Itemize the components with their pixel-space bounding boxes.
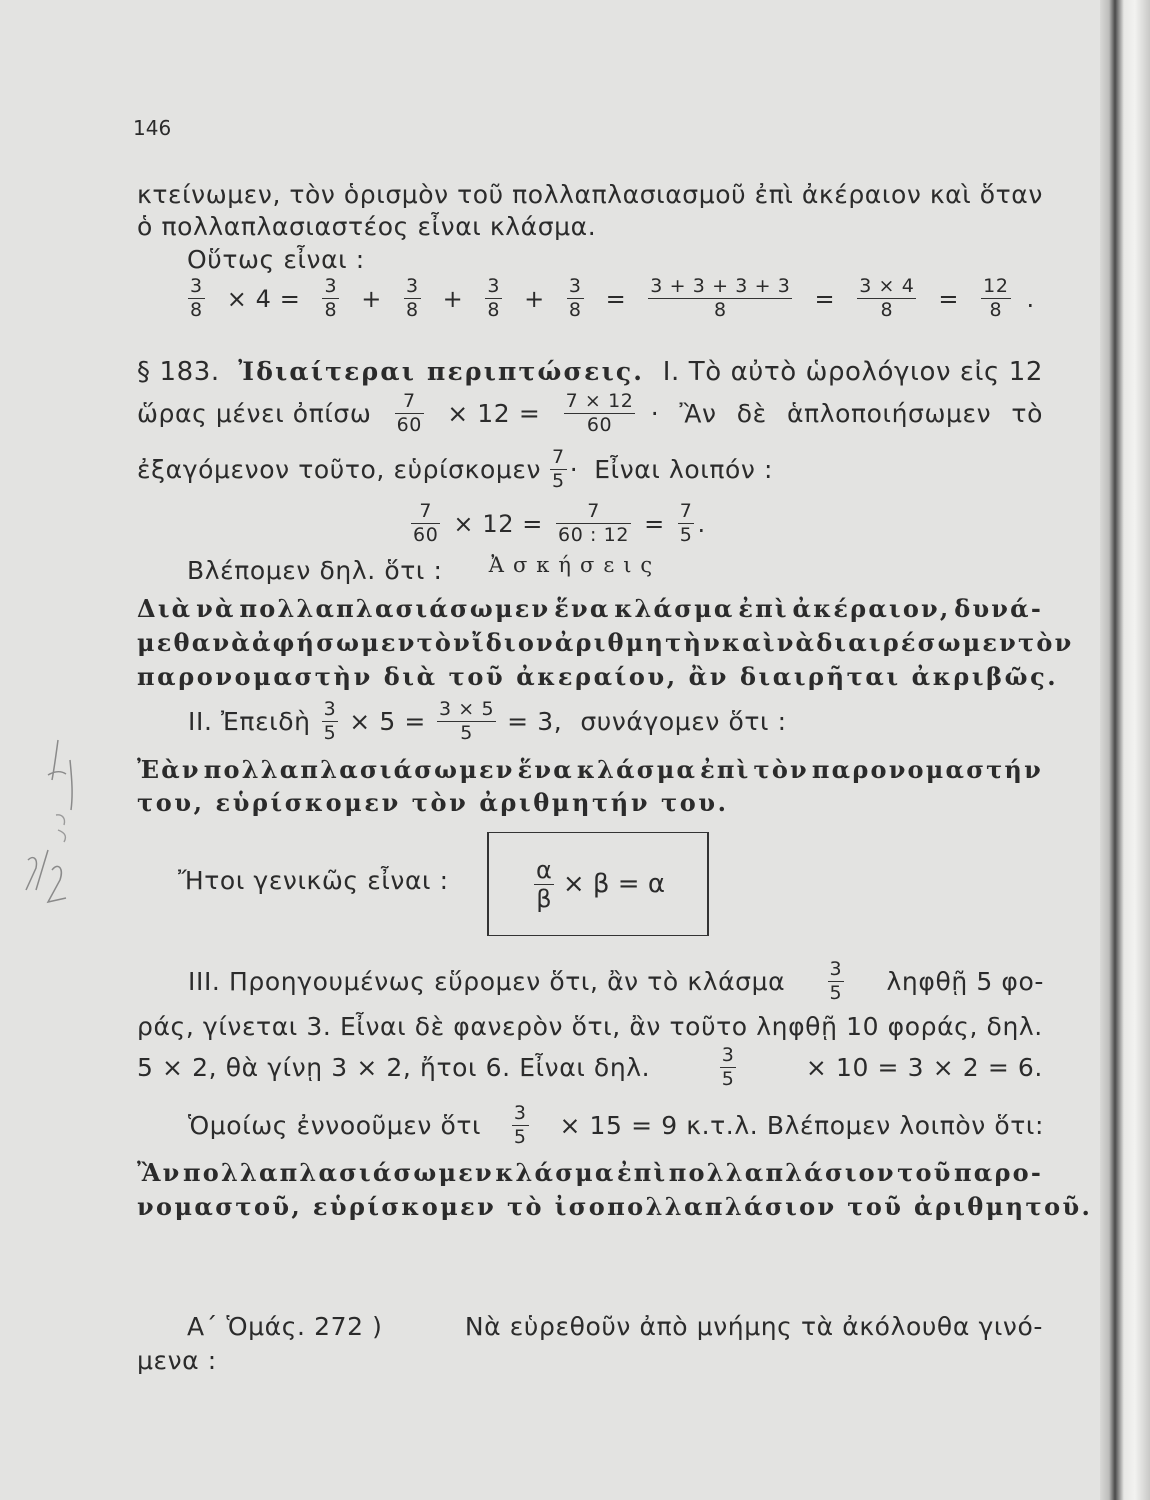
word: παρο- bbox=[954, 1158, 1043, 1187]
rule-1-line-3: παρονομαστὴν διὰ τοῦ ἀκεραίου, ἂν διαιρῆται ἀκριβῶς. bbox=[137, 662, 1059, 691]
word: ἕνα bbox=[517, 755, 574, 784]
formula-rest: × β = α bbox=[562, 869, 665, 899]
fraction: $\frac{7}{60}$ bbox=[413, 500, 439, 546]
fraction: $\frac{3}{8}$ bbox=[190, 275, 203, 321]
dot: · bbox=[650, 399, 660, 428]
fraction: $\frac{3}{8}$ bbox=[405, 275, 419, 321]
word: ἀφήσωμεν bbox=[251, 628, 417, 657]
section-text: I. Τὸ αὐτὸ ὡρολόγιον εἰς 12 bbox=[662, 357, 1043, 387]
fraction: $\frac{3}{8}$ bbox=[487, 275, 501, 321]
book-spine bbox=[1100, 0, 1150, 1500]
text: ληφθῇ 5 φο- bbox=[886, 967, 1044, 996]
period: . bbox=[1026, 284, 1035, 313]
fraction-sum: $\frac{3 + 3 + 3 + 3}{8}$ bbox=[650, 275, 791, 321]
text: συνάγομεν ὅτι : bbox=[580, 707, 787, 736]
fraction: $\frac{7}{60 : 12}$ bbox=[558, 500, 630, 546]
plus-sign: + bbox=[442, 284, 464, 313]
word: πολλαπλασιασμοῦ bbox=[512, 180, 747, 209]
fraction: $\frac{3}{8}$ bbox=[324, 275, 338, 321]
fraction: $\frac{7}{5}$ bbox=[679, 500, 693, 546]
case-3-line-1 bbox=[188, 960, 1044, 1003]
fraction: $\frac{\alpha}{\beta}$ bbox=[536, 855, 552, 913]
intro-line-2: ὁ πολλαπλασιαστέος εἶναι κλάσμα. bbox=[137, 212, 597, 241]
rule-2-line-1 bbox=[137, 755, 1043, 784]
section-label: § 183. bbox=[137, 357, 220, 387]
text: × 5 = bbox=[349, 707, 426, 736]
case-3-line-3 bbox=[137, 1046, 1043, 1089]
word: τὸν bbox=[1018, 628, 1074, 657]
word: κτείνωμεν, bbox=[137, 180, 281, 209]
exercise-text: Νὰ εὑρεθοῦν ἀπὸ μνήμης τὰ ἀκόλουθα γινό- bbox=[464, 1312, 1043, 1341]
dot: · bbox=[569, 455, 579, 484]
fraction-result: $\frac{12}{8}$ bbox=[983, 275, 1009, 321]
word: νὰ bbox=[776, 628, 817, 657]
word: ἴδιον bbox=[471, 628, 555, 657]
plus-sign: + bbox=[524, 284, 545, 313]
fraction: $\frac{3 \times 5}{5}$ bbox=[438, 698, 495, 744]
fraction: $\frac{3}{5}$ bbox=[323, 698, 337, 744]
text: 5 × 2, θὰ γίνῃ 3 × 2, ἤτοι 6. Εἶναι δηλ. bbox=[137, 1053, 651, 1082]
blepomen-line: Βλέπομεν δηλ. ὅτι : bbox=[187, 556, 443, 585]
word: κλάσμα bbox=[495, 1158, 616, 1187]
intro-line-3: Οὕτως εἶναι : bbox=[187, 245, 365, 274]
word: πολλαπλασιάσωμεν bbox=[182, 1158, 494, 1187]
word: ὅταν bbox=[979, 180, 1043, 209]
word: δὲ bbox=[736, 399, 767, 428]
word: κλάσμα bbox=[614, 594, 735, 623]
formula-box bbox=[487, 832, 709, 936]
word: Διὰ bbox=[137, 594, 193, 623]
equation-2 bbox=[408, 502, 706, 545]
text: × 15 = 9 κ.τ.λ. Βλέπομεν λοιπὸν ὅτι: bbox=[559, 1111, 1044, 1140]
exercises-heading: Ἀσκήσεις bbox=[488, 553, 662, 577]
word: ληφθῇ bbox=[756, 1012, 838, 1041]
word: ἐπὶ bbox=[700, 755, 751, 784]
eq-text: × 4 = bbox=[226, 284, 301, 313]
word: ἀκέραιον bbox=[801, 180, 922, 209]
exercise-line-2: μενα : bbox=[137, 1346, 217, 1375]
word: τοῦτο bbox=[669, 1012, 748, 1041]
text: = 3, bbox=[507, 707, 563, 736]
fraction-product: $\frac{3 \times 4}{8}$ bbox=[859, 275, 915, 321]
word: Ἐὰν bbox=[137, 755, 201, 784]
word: 10 bbox=[846, 1012, 880, 1041]
word: Εἶναι bbox=[340, 1012, 407, 1041]
word: δυνά- bbox=[954, 594, 1043, 623]
intro-line-1 bbox=[137, 180, 1043, 209]
fraction: $\frac{3}{5}$ bbox=[829, 958, 843, 1004]
fraction: $\frac{7}{5}$ bbox=[552, 446, 565, 492]
word: φανερὸν bbox=[453, 1012, 564, 1041]
plus-sign: + bbox=[361, 284, 382, 313]
word: ὁρισμὸν bbox=[343, 180, 449, 209]
equals-sign: = bbox=[644, 509, 665, 538]
word: πολλαπλασιάσωμεν bbox=[239, 594, 551, 623]
formula bbox=[489, 845, 707, 923]
fraction: $\frac{7}{60}$ bbox=[396, 390, 422, 436]
word: Ἂν bbox=[137, 1158, 182, 1187]
rule-1-line-1 bbox=[137, 594, 1043, 623]
word: Ἂν bbox=[679, 399, 717, 428]
word: τοῦ bbox=[897, 1158, 953, 1187]
text: II. Ἐπειδὴ bbox=[188, 707, 311, 736]
word: δηλ. bbox=[986, 1012, 1043, 1041]
word: νὰ bbox=[212, 628, 252, 657]
word: μεθα bbox=[137, 628, 213, 657]
equals-sign: = bbox=[814, 284, 836, 313]
general-label: Ἤτοι γενικῶς εἶναι : bbox=[178, 866, 449, 895]
word: ἂν bbox=[629, 1012, 661, 1041]
word: γίνεται bbox=[202, 1012, 298, 1041]
word: ἕνα bbox=[554, 594, 611, 623]
word: νὰ bbox=[196, 594, 236, 623]
case-3-line-4 bbox=[188, 1104, 1044, 1147]
word: τὸν bbox=[753, 755, 809, 784]
exercise-label: Α΄ Ὁμάς. 272 ) bbox=[187, 1312, 383, 1341]
handwritten-margin-notes bbox=[18, 730, 98, 910]
word: κλάσμα bbox=[576, 755, 698, 784]
rule-2-line-2: του, εὑρίσκομεν τὸν ἀριθμητήν του. bbox=[137, 788, 729, 817]
fraction: $\frac{3}{5}$ bbox=[721, 1044, 735, 1090]
word: ὅτι, bbox=[571, 1012, 621, 1041]
text: III. Προηγουμένως εὕρομεν ὅτι, ἂν τὸ κλάσμα bbox=[188, 967, 786, 996]
text: ὥρας μένει ὀπίσω bbox=[137, 399, 372, 428]
word: ἐπὶ bbox=[738, 594, 789, 623]
word: 3. bbox=[306, 1012, 332, 1041]
word: παρονομαστήν bbox=[811, 755, 1043, 784]
page-number: 146 bbox=[133, 116, 172, 140]
word: δὲ bbox=[414, 1012, 445, 1041]
word: διαιρέσωμεν bbox=[816, 628, 1019, 657]
section-183-line-3 bbox=[137, 448, 773, 491]
word: ἐπὶ bbox=[616, 1158, 668, 1187]
case-3-line-2 bbox=[137, 1012, 1043, 1041]
word: φοράς, bbox=[887, 1012, 978, 1041]
section-183-heading bbox=[137, 357, 1043, 387]
section-183-line-2 bbox=[137, 392, 1043, 435]
equals-sign: = bbox=[938, 284, 960, 313]
word: τὸν bbox=[416, 628, 472, 657]
text: Εἶναι λοιπόν : bbox=[594, 455, 774, 484]
word: πολλαπλάσιον bbox=[668, 1158, 896, 1187]
equals-sign: = bbox=[605, 284, 627, 313]
word: ἀριθμητὴν bbox=[554, 628, 723, 657]
word: πολλαπλασιάσωμεν bbox=[203, 755, 515, 784]
equation-1 bbox=[185, 277, 1035, 320]
text: Ὁμοίως ἐννοοῦμεν ὅτι bbox=[188, 1111, 482, 1140]
word: καὶ bbox=[929, 180, 972, 209]
rule-3-line-1 bbox=[137, 1158, 1043, 1187]
word: καὶ bbox=[722, 628, 777, 657]
exercise-line-1 bbox=[187, 1312, 1043, 1341]
word: τὸ bbox=[1011, 399, 1043, 428]
section-title: Ἰδιαίτεραι περιπτώσεις. bbox=[238, 357, 645, 386]
word: ἁπλοποιήσωμεν bbox=[786, 399, 992, 428]
period: . bbox=[697, 509, 706, 538]
word: τοῦ bbox=[457, 180, 504, 209]
text: × 10 = 3 × 2 = 6. bbox=[805, 1053, 1043, 1082]
fraction: $\frac{3}{8}$ bbox=[568, 275, 582, 321]
text: × 12 = bbox=[447, 399, 541, 428]
word: ἐπὶ bbox=[754, 180, 794, 209]
fraction: $\frac{3}{5}$ bbox=[513, 1102, 527, 1148]
rule-3-line-2: νομαστοῦ, εὑρίσκομεν τὸ ἰσοπολλαπλάσιον τοῦ ἀριθμητοῦ. bbox=[137, 1192, 1093, 1221]
text: ἐξαγόμενον τοῦτο, εὑρίσκομεν bbox=[137, 455, 542, 484]
word: ἀκέραιον, bbox=[792, 594, 951, 623]
word: ράς, bbox=[137, 1012, 195, 1041]
fraction: $\frac{7 \times 12}{60}$ bbox=[565, 390, 634, 436]
rule-1-line-2 bbox=[137, 628, 1074, 657]
case-2-line bbox=[188, 700, 787, 743]
text: × 12 = bbox=[453, 509, 544, 538]
word: τὸν bbox=[289, 180, 336, 209]
